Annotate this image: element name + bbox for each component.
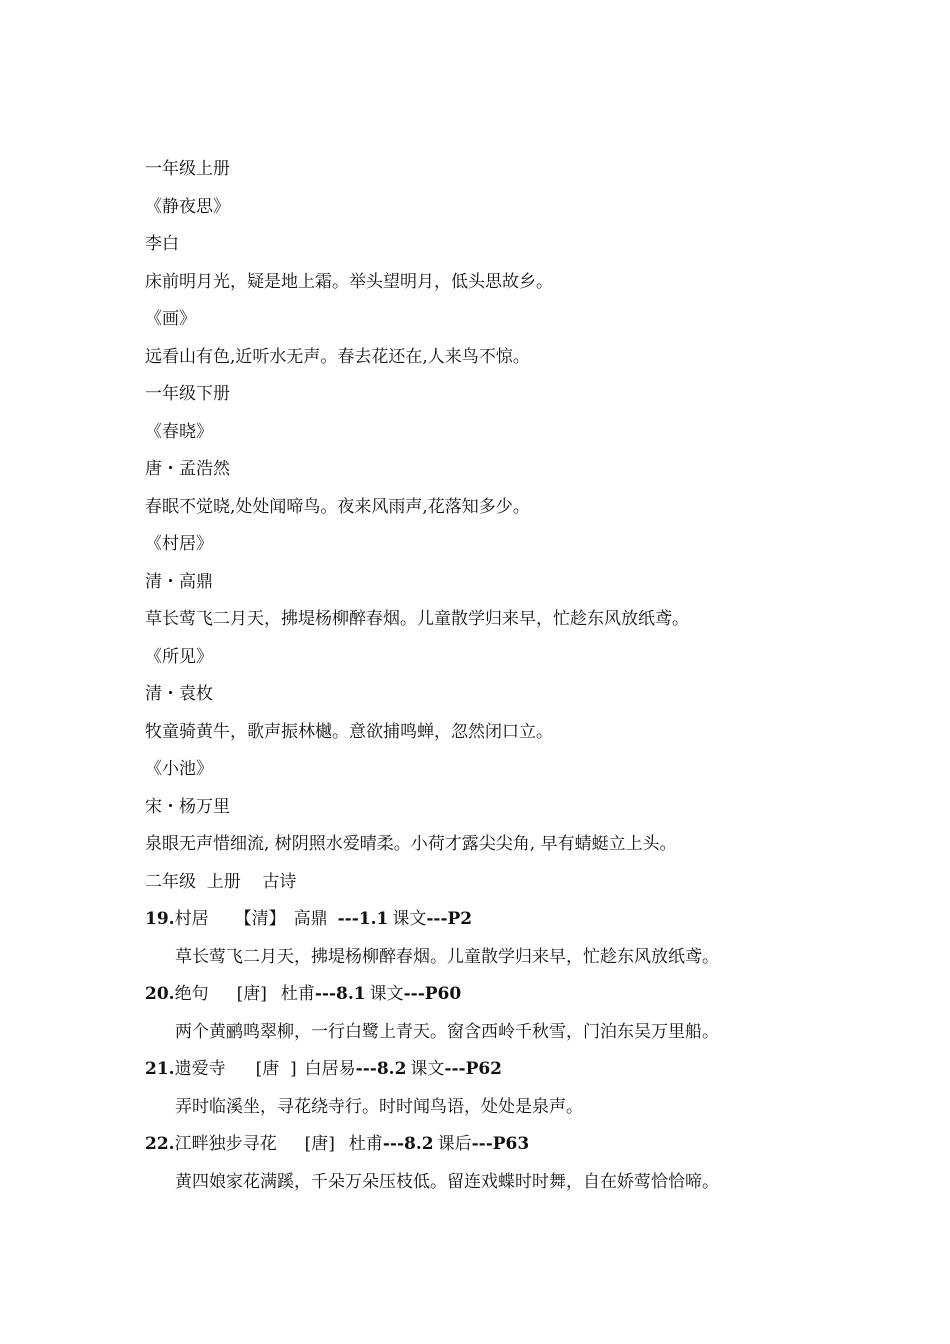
entry-dynasty: [唐 ]: [255, 1059, 297, 1079]
poem-title: 《村居》: [145, 534, 213, 554]
entry-number: 20.: [145, 984, 175, 1004]
poem-text: 春眠不觉晓,处处闻啼鸟。夜来风雨声,花落知多少。: [145, 496, 530, 517]
entry-author: 白居易: [304, 1059, 356, 1079]
entry-number: 19.: [145, 909, 175, 929]
poem-text: 泉眼无声惜细流, 树阴照水爱晴柔。小荷才露尖尖角, 早有蜻蜓立上头。: [145, 834, 677, 854]
poem-text: 草长莺飞二月天，拂堤杨柳醉春烟。儿童散学归来早，忙趁东风放纸鸢。: [145, 609, 689, 629]
poem-title: 《所见》: [145, 646, 213, 667]
poem-title: 《春晓》: [145, 421, 213, 442]
section-heading-grade1-lower: 一年级下册: [145, 384, 230, 404]
entry-lesson-number: ---8.1: [314, 984, 366, 1004]
entry-title: 遗爱寺: [174, 1059, 226, 1079]
entry-author: 杜甫: [280, 984, 315, 1004]
poem-author: 李白: [145, 234, 179, 254]
entry-header: [145, 979, 845, 1017]
entry-page: ---P62: [444, 1059, 503, 1079]
entry-ref-word: 课文: [410, 1059, 445, 1079]
entry-ref-word: 课文: [392, 909, 427, 929]
section-heading-grade2-upper: 二年级 上册 古诗: [145, 871, 297, 892]
entry-title: 村居: [174, 909, 209, 929]
entry-lesson-number: ---1.1: [337, 909, 389, 929]
entry-header: [145, 1054, 845, 1092]
document-body: [145, 154, 845, 1204]
entry-dynasty: [唐]: [304, 1134, 335, 1154]
entry-ref-word: 课后: [437, 1134, 472, 1154]
entry-author: 杜甫: [348, 1134, 383, 1154]
entry-header: [145, 1129, 845, 1167]
poem-title: 《小池》: [145, 759, 213, 779]
entry-number: 21.: [145, 1059, 175, 1079]
entry-author: 高鼎: [293, 909, 328, 929]
poem-title: 《画》: [145, 309, 196, 329]
poem-title: 《静夜思》: [145, 196, 230, 217]
entry-page: ---P60: [403, 984, 462, 1004]
entry-dynasty: [唐]: [236, 984, 267, 1004]
section-heading-grade1-upper: 一年级上册: [145, 159, 230, 179]
poem-author: 宋・杨万里: [145, 796, 230, 817]
entry-text: 弄时临溪坐，寻花绕寺行。时时闻鸟语，处处是泉声。: [175, 1096, 583, 1117]
poem-text: 牧童骑黄牛，歌声振林樾。意欲捕鸣蝉，忽然闭口立。: [145, 721, 553, 742]
entry-number: 22.: [145, 1134, 175, 1154]
poem-author: 清・袁枚: [145, 684, 213, 704]
entry-lesson-number: ---8.2: [382, 1134, 434, 1154]
entry-title: 绝句: [174, 984, 209, 1004]
entry-header: [145, 904, 845, 942]
entry-text: 草长莺飞二月天，拂堤杨柳醉春烟。儿童散学归来早，忙趁东风放纸鸢。: [175, 946, 719, 967]
poem-text: 远看山有色,近听水无声。春去花还在,人来鸟不惊。: [145, 346, 530, 367]
entry-page: ---P63: [471, 1134, 530, 1154]
entry-text: 两个黄鹂鸣翠柳，一行白鹭上青天。窗含西岭千秋雪，门泊东吴万里船。: [175, 1021, 719, 1042]
entry-ref-word: 课文: [369, 984, 404, 1004]
poem-author: 清・高鼎: [145, 571, 213, 592]
entry-lesson-number: ---8.2: [355, 1059, 407, 1079]
poem-text: 床前明月光，疑是地上霜。举头望明月，低头思故乡。: [145, 271, 553, 292]
entry-text: 黄四娘家花满蹊，千朵万朵压枝低。留连戏蝶时时舞，自在娇莺恰恰啼。: [175, 1171, 719, 1192]
entry-title: 江畔独步寻花: [174, 1134, 277, 1154]
poem-author: 唐・孟浩然: [145, 459, 230, 479]
entry-page: ---P2: [426, 909, 473, 929]
entry-dynasty: 【清】: [234, 909, 286, 929]
